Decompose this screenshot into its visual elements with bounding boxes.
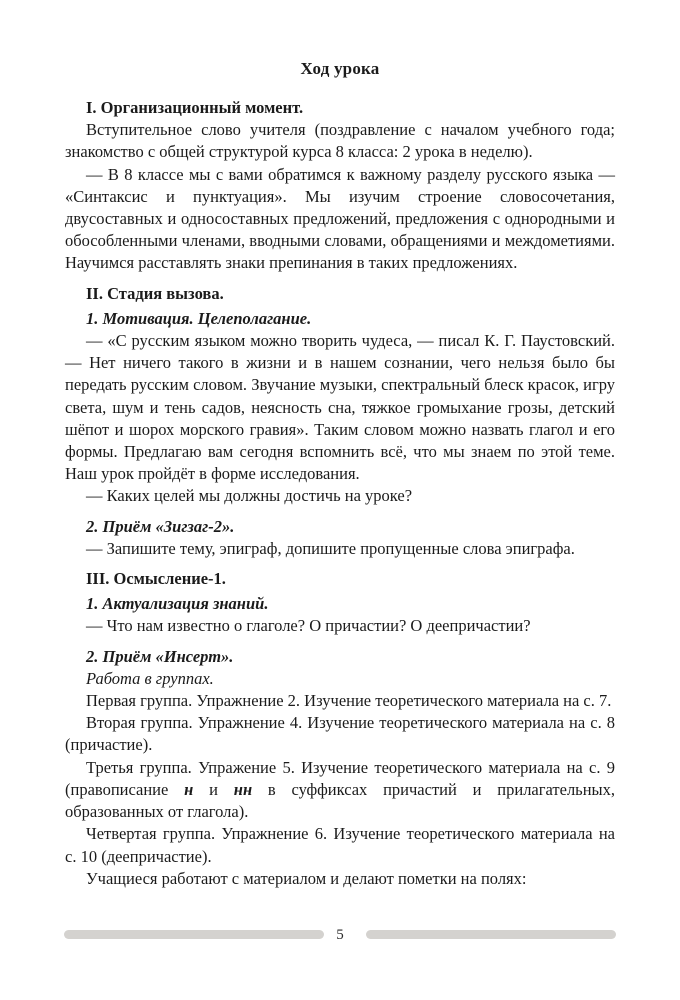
page-title: Ход урока xyxy=(300,59,380,78)
note-group-work: Работа в группах. xyxy=(86,668,214,688)
paragraph-write-epigraph: — Запишите тему, эпиграф, допишите пропущенные слова эпиграфа. xyxy=(86,538,575,558)
page-footer xyxy=(0,925,680,953)
page-number: 5 xyxy=(336,927,344,943)
group-3-emphasis-n: н xyxy=(184,779,194,799)
subsection-heading-insert: 2. Приём «Инсерт». xyxy=(86,646,234,666)
section-heading-organizational-moment: I. Организационный момент. xyxy=(86,98,304,117)
paragraph-verb-participle-question: — Что нам известно о глаголе? О причастии? О деепричастии? xyxy=(86,616,531,636)
paragraph-students-margin-notes: Учащиеся работают с материалом и делают пометки на полях: xyxy=(86,868,527,888)
paragraph-syntax-intro: — В 8 классе мы с вами обратимся к важному разделу русского языка — «Синтаксис и пунктуация». Мы изучим строение словосочетания, двусоставных и односоставных предложений, предложения с однородными и обособленными членами, вводными словами, обращениями и междометиями. Научимся расставлять знаки препинания в таких предложениях. xyxy=(65,164,615,273)
page-content xyxy=(65,58,615,890)
subsection-heading-actualization: 1. Актуализация знаний. xyxy=(86,594,269,614)
group-3-emphasis-nn: нн xyxy=(233,779,253,799)
group-3-text-before: Третья группа. Упражение 5. Изучение теоретического материала на с. 9 (правописание xyxy=(65,757,615,799)
paragraph-opening-words: Вступительное слово учителя (поздравление с началом учебного года; знакомство с общей структурой курса 8 класса: 2 урока в неделю). xyxy=(65,120,615,162)
section-heading-comprehension-1: III. Осмысление-1. xyxy=(86,569,226,589)
paragraph-group-1: Первая группа. Упражнение 2. Изучение теоретического материала на с. 7. xyxy=(86,691,612,711)
paragraph-lesson-goals-question: — Каких целей мы должны достичь на уроке? xyxy=(86,486,413,506)
group-3-text-middle: и xyxy=(193,779,234,799)
section-heading-stage-challenge: II. Стадия вызова. xyxy=(86,283,224,303)
paragraph-group-4: Четвертая группа. Упражнение 6. Изучение теоретического материала на с. 10 (деепричастие). xyxy=(65,824,615,866)
group-3-text-after: в суффиксах причастий и прилагательных, образованных от глагола). xyxy=(65,779,615,822)
paragraph-group-3 xyxy=(65,757,615,824)
subsection-heading-zigzag-2: 2. Приём «Зигзаг-2». xyxy=(86,516,235,536)
paragraph-group-2: Вторая группа. Упражнение 4. Изучение теоретического материала на с. 8 (причастие). xyxy=(65,713,615,755)
paragraph-paustovsky-quote: — «С русским языком можно творить чудеса, — писал К. Г. Паустовский. — Нет ничего такого в жизни и в нашем сознании, чего нельзя было бы передать русским словом. Звучание музыки, спектральный блеск красок, игру света, шум и тень садов, неясность сна, тяжкое громыхание грозы, детский шёпот и шорох морского гравия». Таким словом можно назвать глагол и его формы. Предлагаю вам сегодня вспомнить всё, что мы знаем по этой теме. Наш урок пройдёт в форме исследования. xyxy=(65,331,615,484)
subsection-heading-motivation: 1. Мотивация. Целеполагание. xyxy=(86,308,312,328)
